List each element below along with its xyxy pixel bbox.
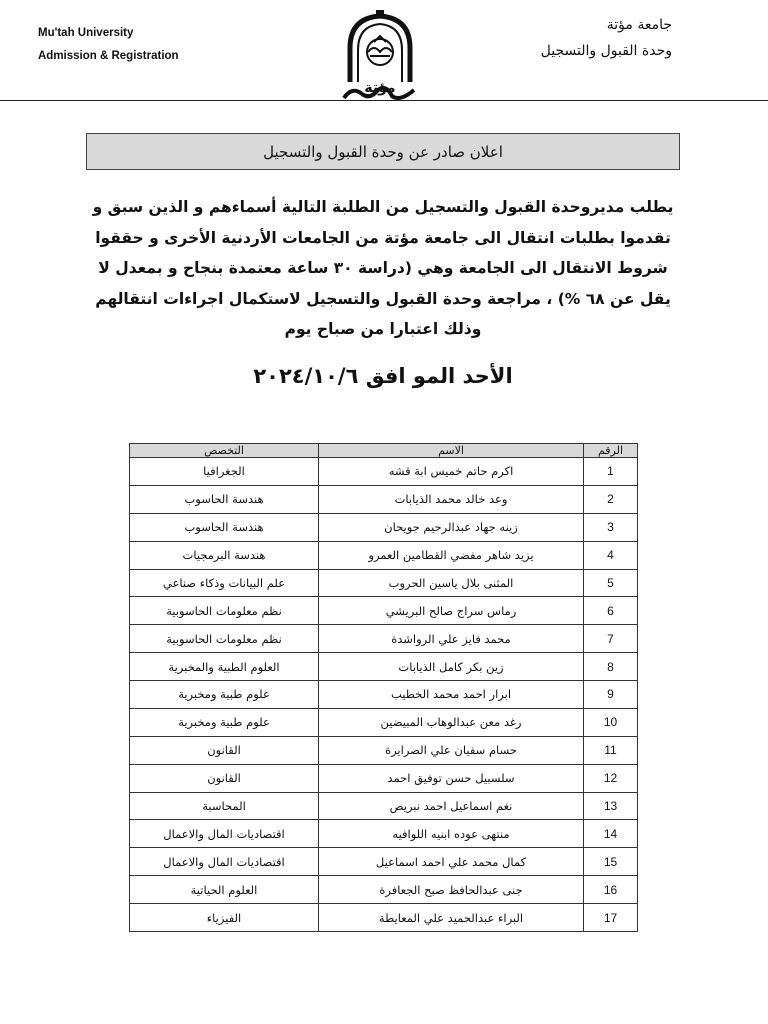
row-number: 6 [584,597,638,625]
table-row [130,736,638,764]
header-divider [0,100,768,101]
announcement-title [86,133,680,170]
student-name: وعد خالد محمد الذيابات [319,485,584,513]
student-name: جنى عبدالحافظ صبح الجعافرة [319,876,584,904]
student-major: هندسة الحاسوب [130,513,319,541]
student-major: هندسة البرمجيات [130,541,319,569]
row-number: 10 [584,708,638,736]
row-number: 17 [584,904,638,932]
table-row [130,458,638,486]
student-major: هندسة الحاسوب [130,485,319,513]
department-name-ar: وحدة القبول والتسجيل [540,43,672,59]
student-name: ابرار احمد محمد الخطيب [319,681,584,709]
student-name: المثنى بلال ياسين الحروب [319,569,584,597]
table-row [130,764,638,792]
header-major: التخصص [130,444,319,458]
student-name: زين بكر كامل الذيابات [319,653,584,681]
row-number: 1 [584,458,638,486]
table-row [130,513,638,541]
student-major: الجغرافيا [130,458,319,486]
student-name: البراء عبدالحميد علي المعايطة [319,904,584,932]
row-number: 4 [584,541,638,569]
student-major: اقتصاديات المال والاعمال [130,848,319,876]
row-number: 13 [584,792,638,820]
student-major: علوم طبية ومخبرية [130,708,319,736]
student-name: رماس سراج صالح البريشي [319,597,584,625]
student-name: سلسبيل حسن توفيق احمد [319,764,584,792]
student-major: علم البيانات وذكاء صناعي [130,569,319,597]
student-major: القانون [130,736,319,764]
table-row [130,485,638,513]
student-major: المحاسبة [130,792,319,820]
department-name-en: Admission & Registration [38,50,179,62]
table-row [130,876,638,904]
row-number: 16 [584,876,638,904]
table-row [130,708,638,736]
table-row [130,569,638,597]
table-row [130,848,638,876]
student-name: حسام سفيان علي الصرايرة [319,736,584,764]
table-row [130,625,638,653]
row-number: 7 [584,625,638,653]
student-major: علوم طبية ومخبرية [130,681,319,709]
student-major: اقتصاديات المال والاعمال [130,820,319,848]
student-name: اكرم حاتم خميس ابة قشه [319,458,584,486]
student-major: العلوم الطبية والمخبرية [130,653,319,681]
header-number: الرقم [584,444,638,458]
announcement-title-text: اعلان صادر عن وحدة القبول والتسجيل [263,142,503,161]
student-name: منتهى عوده ابنيه اللوافيه [319,820,584,848]
announcement-body: يطلب مديروحدة القبول والتسجيل من الطلبة التالية أسماءهم و الذين سبق و تقدموا بطلبات انتقال الى جامعة مؤتة من الجامعات الأردنية الأخرى و حققوا شروط الانتقال الى الجامعة وهي (دراسة ٣٠ ساعة معتمدة بنجاح و بمعدل لا يقل عن ٦٨ %) ، مراجعة وحدة القبول والتسجيل لاستكمال اجراءات انتقالهم وذلك اعتبارا من صباح يوم [92,198,674,338]
student-major: العلوم الحياتية [130,876,319,904]
student-major: القانون [130,764,319,792]
row-number: 11 [584,736,638,764]
student-name: زينه جهاد عبدالرحيم جويحان [319,513,584,541]
row-number: 5 [584,569,638,597]
row-number: 14 [584,820,638,848]
row-number: 12 [584,764,638,792]
row-number: 8 [584,653,638,681]
table-row [130,541,638,569]
university-name-en: Mu'tah University [38,27,134,39]
university-header-arabic [541,12,672,64]
student-name: نغم اسماعيل احمد نبريص [319,792,584,820]
table-row [130,792,638,820]
university-logo [340,10,420,100]
student-name: كمال محمد علي احمد اسماعيل [319,848,584,876]
table-row [130,597,638,625]
university-name-ar: جامعة مؤتة [606,17,672,33]
row-number: 3 [584,513,638,541]
student-major: نظم معلومات الحاسوبية [130,625,319,653]
student-major: الفيزياء [130,904,319,932]
announcement-date: الأحد المو افق ٢٠٢٤/١٠/٦ [253,364,513,388]
student-name: رغد معن عبدالوهاب المبيضين [319,708,584,736]
students-table [129,443,638,932]
university-header-english [38,22,179,68]
header-name: الاسم [319,444,584,458]
table-row [130,820,638,848]
row-number: 15 [584,848,638,876]
student-name: يزيد شاهر مفضي القطامين العمرو [319,541,584,569]
student-name: محمد فايز علي الرواشدة [319,625,584,653]
table-row [130,653,638,681]
student-major: نظم معلومات الحاسوبية [130,597,319,625]
table-row [130,904,638,932]
svg-text:مؤتة: مؤتة [364,80,396,96]
table-header-row [130,444,638,458]
table-row [130,681,638,709]
row-number: 9 [584,681,638,709]
row-number: 2 [584,485,638,513]
